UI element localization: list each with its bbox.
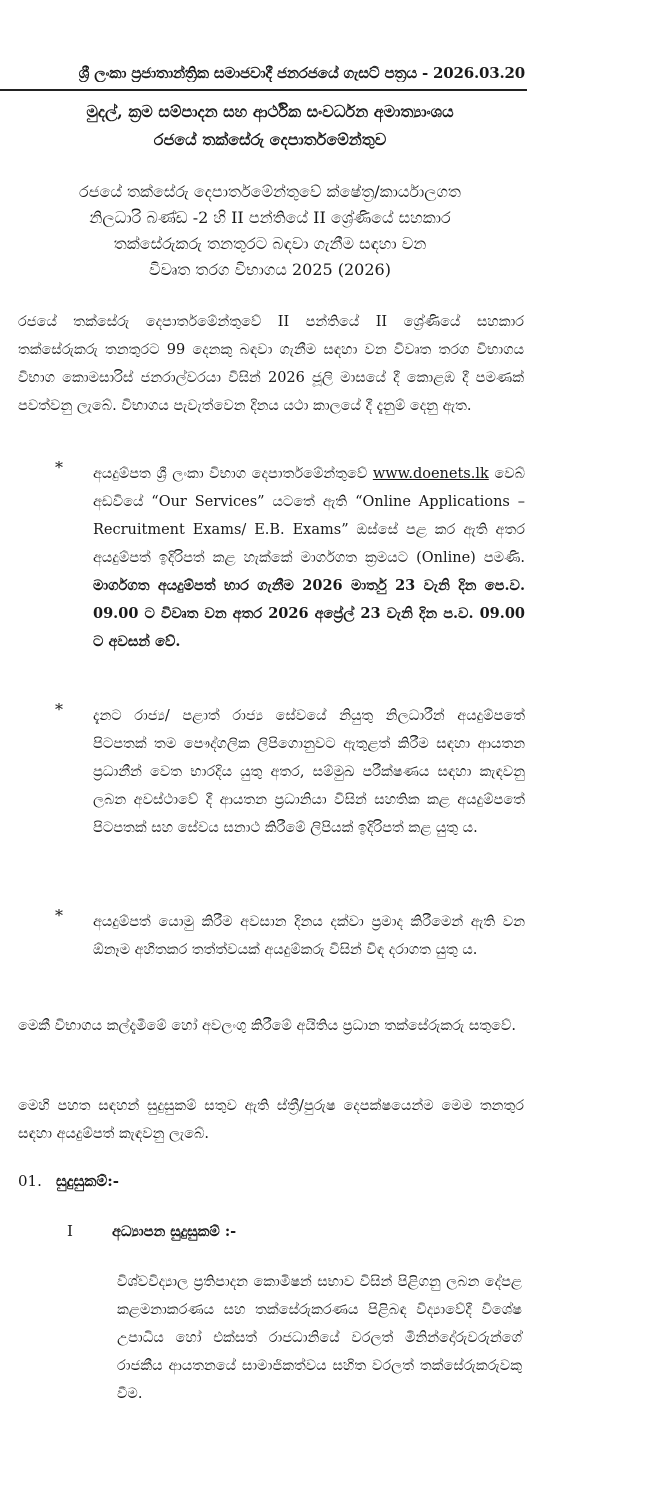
bullet-marker: * [55, 906, 63, 925]
eligibility-paragraph: මෙහි පහත සඳහන් සුදුසුකම් සතුව ඇති ස්ත්‍රී/පුරුෂ දෙපක්ෂයෙන්ම මෙම තනතුර සඳහා අයදුම්පත් කැඳවනු ලැබේ. [18, 1098, 524, 1142]
bullet-marker: * [55, 700, 63, 719]
notice-title-line-4: විවෘත තරග විභාගය 2025 (2026) [149, 260, 391, 279]
bullet-online-application [93, 460, 525, 656]
bullet-deadline-warning: අයදුම්පත් යොමු කිරීම අවසාන දිනය දක්වා ප්‍රමාද කිරීමෙන් ඇති වන ඕනෑම අහිතකර තත්ත්වයක් අයදුම්කරු විසින් විඳ දරාගත යුතු ය. [93, 914, 525, 958]
subsection-number: I [67, 1222, 73, 1240]
cancellation-paragraph: මෙකී විභාගය කල්දැමීමේ හෝ අවලංගු කිරීමේ අයිතිය ප්‍රධාන තක්සේරුකරු සතුවේ. [18, 1018, 516, 1034]
notice-title-line-3: තක්සේරුකරු තනතුරට බඳවා ගැනීම සඳහා වන [113, 234, 427, 253]
notice-title-line-1: රජයේ තක්සේරු දෙපාර්තමේන්තුවේ ක්ෂේත්‍ර/කාර්යාලගත [79, 182, 461, 201]
section-qualifications-label: සුදුසුකම්:- [56, 1172, 119, 1190]
educational-qualification-text: විශ්වවිද්‍යාල ප්‍රතිපාදන කොමිෂන් සභාව විසින් පිළිගනු ලබන දේපළ කළමනාකරණය සහ තක්සේරුකරණය පිළිබඳ විද්‍යාවේදී විශේෂ උපාධිය හෝ එක්සත් රාජධානියේ වරලත් මිනින්දෝරුවරුන්ගේ රාජකීය ආයතනයේ සාමාජිකත්වය සහිත වරලත් තක්සේරුකරුවකු වීම. [117, 1274, 522, 1402]
header-divider [0, 89, 527, 91]
department-heading: රජයේ තක්සේරු දෙපාර්තමේන්තුව [153, 130, 387, 149]
bullet-1-text-b: වෙබ් අඩවියේ “Our Services” යටතේ ඇති “Online Applications – Recruitment Exams/ E.B. Exams” ඔස්සේ පළ කර ඇති අතර අයදුම්පත් ඉදිරිපත් කළ හැක්කේ මාර්ගගත ක්‍රමයට (Online) පමණි. [93, 466, 525, 566]
bullet-marker: * [55, 458, 63, 477]
educational-qualifications-label: අධ්‍යාපන සුදුසුකම් :- [112, 1223, 237, 1240]
ministry-heading: මුදල්, ක්‍රම සම්පාදන සහ ආර්ථික සංවර්ධන අමාත්‍යාංශය [86, 102, 454, 121]
notice-title-line-2: නිලධාරි බණ්ඩ -2 හි II පන්තියේ II ශ්‍රේණියේ සහකාර [89, 208, 451, 227]
bullet-1-dates: මාර්ගගත අයදුම්පත් භාර ගැනීම 2026 මාර්තු 23 වැනි දින පෙ.ව. 09.00 ට විවෘත වන අතර 2026 අප්‍රේල් 23 වැනි දින ප.ව. 09.00 ට අවසන් වේ. [93, 577, 525, 650]
bullet-1-text-a: අයදුම්පත ශ්‍රී ලංකා විභාග දෙපාර්තමේන්තුවේ [93, 466, 373, 482]
section-number: 01. [18, 1172, 42, 1190]
bullet-government-officers: දැනට රාජ්‍ය/ පළාත් රාජ්‍ය සේවයේ නියුතු නිලධාරීන් අයදුම්පතේ පිටපතක් තම පෞද්ගලික ලිපිගොනුවට ඇතුළත් කිරීම සඳහා ආයතන ප්‍රධානීන් වෙත භාරදිය යුතු අතර, සම්මුඛ පරීක්ෂණය සඳහා කැඳවනු ලබන අවස්ථාවේ දී ආයතන ප්‍රධානියා විසින් සහතික කළ අයදුම්පතේ පිටපතක් සහ සේවය සනාථ කිරීමේ ලිපියක් ඉදිරිපත් කළ යුතු ය. [93, 708, 525, 836]
intro-paragraph: රජයේ තක්සේරු දෙපාර්තමේන්තුවේ II පන්තියේ II ශ්‍රේණියේ සහකාර තක්සේරුකරු තනතුරට 99 දෙනකු බඳවා ගැනීම සඳහා වන විවෘත තරග විභාගය විභාග කොමසාරිස් ජනරාල්වරයා විසින් 2026 ජූලි මාසයේ දී කොළඹ දී පමණක් පවත්වනු ලැබේ. විභාගය පැවැත්වෙන දිනය යථා කාලයේ දී දැනුම් දෙනු ඇත. [18, 314, 524, 414]
gazette-header: ශ්‍රී ලංකා ප්‍රජාතාන්ත්‍රික සමාජවාදී ජනරජයේ ගැසට් පත්‍රය - 2026.03.20 [78, 64, 525, 82]
doenets-link[interactable]: www.doenets.lk [372, 466, 489, 482]
